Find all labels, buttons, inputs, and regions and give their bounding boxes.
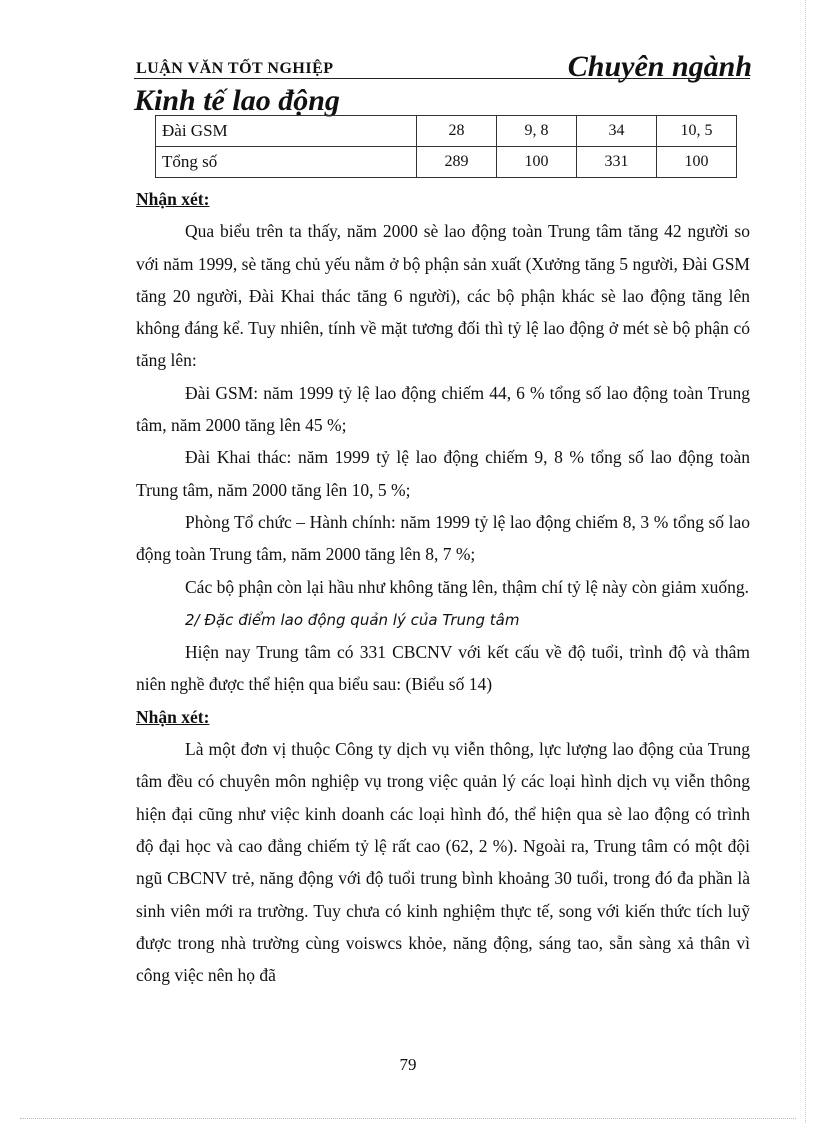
header-thesis-label: LUẬN VĂN TỐT NGHIỆP (136, 60, 334, 77)
remarks-heading-text: Nhận xét: (136, 706, 210, 727)
remarks-heading (136, 701, 750, 733)
page-border-bottom (20, 1118, 796, 1119)
labor-table (155, 115, 737, 178)
table-cell-value: 100 (497, 147, 577, 178)
paragraph: Là một đơn vị thuộc Công ty dịch vụ viễn thông, lực lượng lao động của Trung tâm đều có chuyên môn nghiệp vụ trong việc quản lý các loại hình dịch vụ viễn thông hiện đại cũng như việc kinh doanh các loại hình đó, thể hiện qua sè lao động có trình độ đại học và cao đẳng chiếm tỷ lệ rất cao (62, 2 %). Ngoài ra, Trung tâm có một đội ngũ CBCNV trẻ, năng động với độ tuổi trung bình khoảng 30 tuổi, trong đó đa phần là sinh viên mới ra trường. Tuy chưa có kinh nghiệm thực tế, song với kiến thức tích luỹ được trong nhà trường cùng voiswcs khỏe, năng động, sáng tao, sẵn sàng xả thân vì công việc nên họ đã (136, 739, 750, 986)
table-cell-value: 289 (417, 147, 497, 178)
remarks-heading-text: Nhận xét: (136, 189, 210, 209)
paragraph: Qua biểu trên ta thấy, năm 2000 sè lao động toàn Trung tâm tăng 42 người so với năm 1999, sè tăng chủ yếu nằm ở bộ phận sản xuất (Xưởng tăng 5 người, Đài GSM tăng 20 người, Đài Khai thác tăng 6 người), các bộ phận khác sè lao động tăng lên không đáng kể. Tuy nhiên, tính về mặt tương đối thì tỷ lệ lao động ở mét sè bộ phận có tăng lên: (136, 221, 750, 371)
header-major-name: Kinh tế lao động (134, 84, 340, 117)
paragraph: Các bộ phận còn lại hầu như không tăng lên, thậm chí tỷ lệ này còn giảm xuống. (185, 576, 750, 597)
remarks-heading (136, 183, 750, 215)
page-border-right (805, 0, 806, 1123)
table-cell-value: 10, 5 (657, 116, 737, 147)
table-row (156, 147, 737, 178)
paragraph: Đài Khai thác: năm 1999 tỷ lệ lao động chiếm 9, 8 % tổng số lao động toàn Trung tâm, năm 2000 tăng lên 10, 5 %; (136, 447, 750, 500)
section-heading-text: 2/ Đặc điểm lao động quản lý của Trung tâm (185, 610, 520, 629)
table-cell-name: Đài GSM (156, 116, 417, 147)
page-body (136, 183, 750, 991)
table-cell-value: 28 (417, 116, 497, 147)
paragraph: Phòng Tổ chức – Hành chính: năm 1999 tỷ lệ lao động chiếm 8, 3 % tổng số lao động toàn Trung tâm, năm 2000 tăng lên 8, 7 %; (136, 511, 750, 565)
table-cell-value: 331 (577, 147, 657, 178)
table-cell-name: Tổng số (156, 147, 417, 178)
header-major-label: Chuyên ngành (567, 50, 752, 83)
table-cell-value: 100 (657, 147, 737, 178)
page-number: 79 (399, 1055, 417, 1074)
header-divider (134, 78, 750, 79)
table-cell-value: 9, 8 (497, 116, 577, 147)
paragraph: Đài GSM: năm 1999 tỷ lệ lao động chiếm 44, 6 % tổng số lao động toàn Trung tâm, năm 2000 tăng lên 45 %; (136, 382, 750, 436)
paragraph: Hiện nay Trung tâm có 331 CBCNV với kết cấu về độ tuổi, trình độ và thâm niên nghề được thể hiện qua biểu sau: (Biểu số 14) (136, 642, 750, 695)
section-heading (136, 603, 750, 636)
table-cell-value: 34 (577, 116, 657, 147)
table-row (156, 116, 737, 147)
